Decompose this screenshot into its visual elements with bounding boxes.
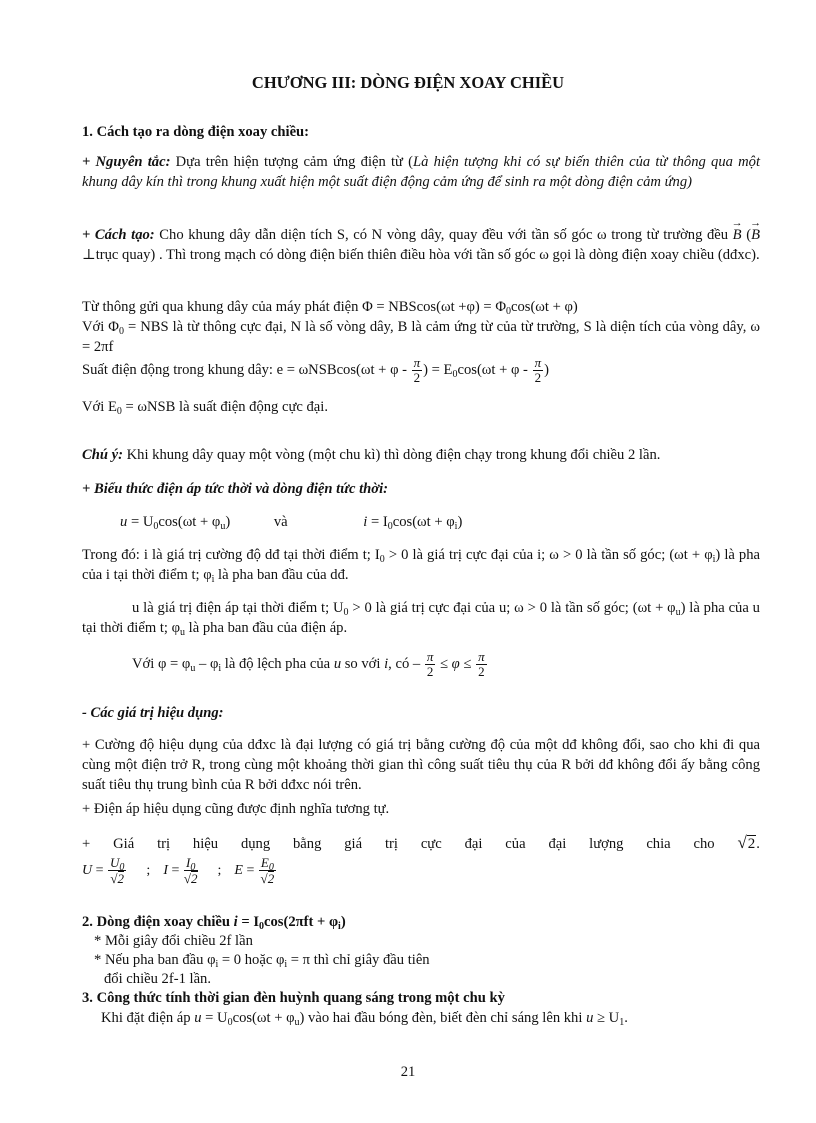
denominator: 2	[426, 664, 434, 679]
note-label: Chú ý:	[82, 447, 123, 463]
vector-b-2: → B	[751, 225, 760, 245]
emf-line	[82, 356, 760, 385]
minus-sign: –	[412, 655, 424, 672]
numerator: π	[413, 355, 421, 370]
nguyen-tac-text: Dựa trên hiện tượng cảm ứng điện từ (	[170, 154, 414, 170]
s2-item2-c: = π thì chỉ giây đầu tiên	[287, 952, 430, 968]
fraction-e0-sqrt2	[259, 856, 276, 886]
denominator: √2	[183, 871, 198, 886]
cach-tao-paragraph	[82, 225, 760, 265]
instant-expressions	[120, 512, 620, 532]
word: giá	[344, 836, 363, 852]
sqrt-radicand: 2	[747, 836, 756, 852]
s2-item-2	[94, 950, 772, 970]
flux-expression-end: cos(ωt + φ)	[510, 299, 578, 315]
fraction-pi-2	[425, 650, 436, 679]
subscript-u: u	[294, 1017, 300, 1028]
note-paragraph	[82, 445, 760, 465]
var-u: U	[82, 863, 93, 879]
nguyen-tac-label: + Nguyên tắc:	[82, 154, 171, 170]
sqrt-radicand: 2	[191, 871, 198, 886]
section-1-heading: 1. Cách tạo ra dòng điện xoay chiều:	[82, 124, 310, 140]
lech-pha-a: Với φ = φ	[132, 655, 191, 672]
subscript-0: 0	[268, 862, 274, 873]
subscript-u: u	[220, 521, 226, 532]
hieu-dung-heading: - Các giá trị hiệu dụng:	[82, 705, 224, 721]
subscript-0: 0	[153, 521, 159, 532]
equals: =	[167, 863, 183, 879]
emf-expr-c: cos(ωt + φ -	[457, 361, 532, 378]
word: của	[505, 836, 526, 852]
fraction-pi-2	[412, 356, 423, 385]
subscript-i: i	[338, 921, 341, 932]
rms-voltage-paragraph: + Điện áp hiệu dụng cũng được định nghĩa tương tự.	[82, 801, 390, 817]
emf-expr-b: ) = E	[423, 361, 453, 378]
s2-item2-a: * Nếu pha ban đầu φ	[94, 952, 216, 968]
section-3-heading: 3. Công thức tính thời gian đèn huỳnh quang sáng trong một chu kỳ	[82, 990, 505, 1006]
lech-pha-c: là độ lệch pha của	[221, 655, 334, 672]
i-expr-c: cos(ωt + φ	[392, 514, 455, 530]
s2-a: 2. Dòng điện xoay chiều	[82, 914, 234, 930]
subscript-1: 1	[619, 1017, 625, 1028]
s2-i: i	[233, 914, 238, 930]
u-expr-d: )	[225, 514, 231, 530]
subscript-i: i	[712, 554, 716, 565]
subscript-i: i	[284, 959, 288, 970]
fraction-u0-sqrt2	[108, 856, 126, 886]
s2-item-3: đổi chiều 2f-1 lần.	[104, 971, 211, 987]
i-expr-d: )	[457, 514, 463, 530]
numerator	[259, 856, 276, 871]
lech-pha-e: , có	[388, 655, 413, 672]
i-expr-b: = I	[367, 514, 388, 530]
subscript-0: 0	[227, 1017, 233, 1028]
trong-do-d: là pha ban đầu của dđ.	[214, 567, 349, 583]
page-number: 21	[400, 1064, 416, 1080]
u-var: u	[120, 514, 128, 530]
e0: E	[260, 855, 269, 870]
s2-item-1: * Mỗi giây đổi chiều 2f lần	[94, 933, 253, 949]
subscript-i: i	[211, 574, 215, 585]
subscript-0: 0	[190, 862, 196, 873]
u0: U	[110, 855, 120, 870]
equals: =	[242, 863, 258, 879]
numerator: π	[478, 649, 485, 664]
rms-rule-line	[82, 833, 760, 854]
cach-tao-text-1: Cho khung dây dẫn diện tích S, có N vòng dây, quay đều với tần số góc ω trong từ trường đều	[154, 227, 733, 243]
subscript-u: u	[675, 607, 681, 618]
word: trị	[157, 836, 171, 852]
word: hiệu	[192, 836, 219, 852]
var-e: E	[234, 863, 243, 879]
word: lượng	[589, 836, 624, 852]
inequality: ≤ φ ≤	[436, 655, 476, 672]
word: trị	[384, 836, 398, 852]
word: đại	[464, 836, 483, 852]
emf-max-text: = ωNSB là suất điện động cực đại.	[121, 399, 328, 415]
subscript-0: 0	[379, 554, 385, 565]
u-expr-b: = U	[127, 514, 154, 530]
i-var: i	[384, 655, 389, 672]
rms-current-paragraph: + Cường độ hiệu dụng của dđxc là đại lượng có giá trị bằng cường độ của một dđ không đổi, sao cho khi đi qua cùng một điện trở R, trong cùng một khoảng thời gian thì công suất tiêu thụ của R bởi dđ không đổi ấy bằng công suất tiêu thụ trung bình của R bởi dđxc nói trên.	[82, 737, 760, 793]
and-word: và	[273, 514, 288, 530]
word: cho	[693, 836, 715, 852]
lech-pha-d: so với	[341, 655, 385, 672]
u-gt-b: > 0 là giá trị cực đại của u; ω > 0 là tần số góc; (ωt + φ	[348, 600, 676, 616]
trong-do-paragraph	[82, 545, 760, 585]
numerator: π	[426, 649, 434, 664]
word: chia	[646, 836, 671, 852]
s3-text	[101, 1008, 779, 1028]
cach-tao-text-3: ⊥trục quay) . Thì trong mạch có dòng điện biến thiên điều hòa với tần số góc ω gọi là dòng điện xoay chiều (dđxc).	[82, 247, 760, 263]
denominator: √2	[110, 871, 125, 886]
s2-e: )	[340, 914, 346, 930]
subscript-0: 0	[452, 368, 458, 380]
s2-d: cos(2πft + φ	[264, 914, 339, 930]
trong-do-b: > 0 là giá trị cực đại của i; ω > 0 là tần số góc; (ωt + φ	[384, 547, 713, 563]
emf-max-start: Với E	[82, 399, 117, 415]
subscript-0: 0	[387, 521, 393, 532]
subscript-0: 0	[119, 862, 125, 873]
numerator: π	[534, 355, 542, 370]
section-2-heading	[82, 912, 760, 932]
fraction-i0-sqrt2	[184, 856, 198, 886]
rms-formulas	[82, 856, 760, 886]
chapter-title: CHƯƠNG III: DÒNG ĐIỆN XOAY CHIỀU	[251, 73, 565, 92]
sqrt-radicand: 2	[267, 871, 275, 886]
emf-max-line	[82, 397, 760, 417]
u-gt-c: ) là pha của u tại thời điểm t; φ	[82, 600, 760, 636]
sqrt-radicand: 2	[117, 871, 125, 886]
vector-b: → B	[733, 225, 742, 245]
sqrt-2: √2.	[737, 833, 760, 852]
i0: I	[186, 855, 191, 870]
u-var: u	[586, 1010, 594, 1026]
u-var: u	[194, 1010, 202, 1026]
period: .	[756, 836, 760, 852]
word: dụng	[240, 836, 271, 852]
subscript-0: 0	[505, 306, 511, 317]
numerator	[184, 856, 198, 871]
subscript-i: i	[454, 521, 458, 532]
flux-expression: Từ thông gửi qua khung dây của máy phát điện Φ = NBScos(ωt +φ) = Φ	[82, 299, 506, 315]
emf-expr-d: )	[544, 361, 549, 378]
note-text: Khi khung dây quay một vòng (một chu kì) thì dòng điện chạy trong khung đổi chiều 2 lần.	[122, 447, 661, 463]
flux-line	[82, 297, 760, 317]
word: cực	[420, 836, 442, 852]
denominator: √2	[260, 871, 275, 886]
i-var: i	[363, 514, 368, 530]
nguyen-tac-paragraph	[82, 152, 760, 192]
subscript-0: 0	[116, 406, 122, 417]
u-var: u	[333, 655, 342, 672]
s2-item2-b: = 0 hoặc φ	[218, 952, 285, 968]
word: Giá	[113, 836, 135, 852]
equals: =	[92, 863, 108, 879]
s3-c: cos(ωt + φ	[232, 1010, 295, 1026]
s2-c: = I	[237, 914, 259, 930]
subscript-0: 0	[343, 607, 349, 618]
word: +	[82, 836, 91, 852]
word: đại	[548, 836, 567, 852]
bieu-thuc-heading: + Biểu thức điện áp tức thời và dòng điện tức thời:	[82, 481, 389, 497]
subscript-i: i	[218, 662, 222, 674]
u-gt-d: là pha ban đầu của điện áp.	[185, 620, 348, 636]
phase-difference-line	[132, 650, 692, 679]
lech-pha-b: – φ	[195, 655, 219, 672]
u-expr-c: cos(ωt + φ	[158, 514, 221, 530]
s3-d: ) vào hai đầu bóng đèn, biết đèn chỉ sáng lên khi	[299, 1010, 587, 1026]
flux-definition	[82, 317, 760, 357]
u-value-paragraph	[82, 598, 760, 638]
subscript-i: i	[215, 959, 219, 970]
denominator: 2	[478, 664, 485, 679]
fraction-pi-2	[476, 650, 487, 679]
subscript-0: 0	[259, 921, 264, 932]
var-i: I	[163, 863, 168, 879]
s3-e: ≥ U	[593, 1010, 620, 1026]
s3-b: = U	[201, 1010, 228, 1026]
separator: ;	[214, 863, 225, 879]
u-gt-a: u là giá trị điện áp tại thời điểm t; U	[132, 600, 344, 616]
trong-do-a: Trong đó: i là giá trị cường độ dđ tại thời điểm t; I	[82, 547, 380, 563]
s3-a: Khi đặt điện áp	[101, 1010, 195, 1026]
denominator: 2	[534, 370, 542, 385]
numerator	[108, 856, 126, 871]
s3-f: .	[624, 1010, 628, 1026]
separator: ;	[142, 863, 154, 879]
flux-def-start: Với Φ	[82, 319, 119, 335]
cach-tao-label: + Cách tạo:	[82, 227, 155, 243]
trong-do-c: ) là pha của i tại thời điểm t; φ	[82, 547, 760, 583]
subscript-u: u	[180, 627, 186, 638]
word: bằng	[293, 836, 322, 852]
fraction-pi-2	[533, 356, 544, 385]
emf-expr-a: Suất điện động trong khung dây: e = ωNSBcos(ωt + φ -	[82, 361, 411, 378]
flux-def-text: = NBS là từ thông cực đại, N là số vòng dây, B là cảm ứng từ của từ trường, S là diện tích của vòng dây, ω = 2πf	[82, 319, 760, 355]
nguyen-tac-definition: Là hiện tượng khi có sự biến thiên của từ thông qua một khung dây kín thì trong khung xuất hiện một suất điện động cảm ứng để sinh ra một dòng điện cảm ứng)	[82, 154, 761, 190]
denominator: 2	[413, 370, 421, 385]
cach-tao-text-2: (	[741, 227, 752, 243]
subscript-u: u	[190, 662, 196, 674]
subscript-0: 0	[118, 326, 124, 337]
